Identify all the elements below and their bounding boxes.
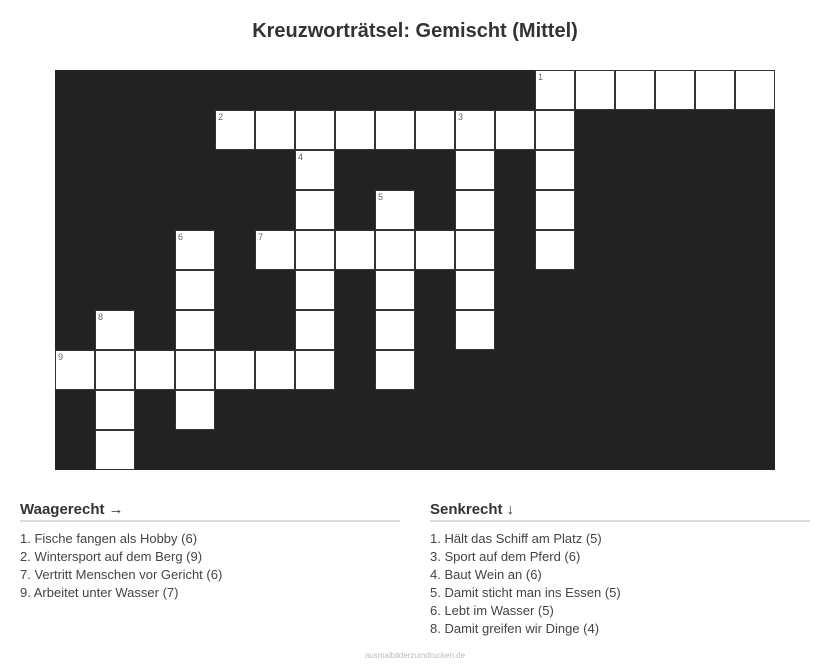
cell-number: 5 [378, 192, 384, 202]
cell-number: 4 [298, 152, 304, 162]
grid-cell[interactable] [535, 110, 575, 150]
across-clue-list [20, 530, 400, 602]
grid-cell[interactable] [535, 230, 575, 270]
clue-item: 6. Lebt im Wasser (5) [430, 603, 554, 618]
cell-number: 7 [258, 232, 264, 242]
grid-cell[interactable] [415, 230, 455, 270]
grid-cell[interactable] [215, 350, 255, 390]
clue-item: 7. Vertritt Menschen vor Gericht (6) [20, 567, 223, 582]
grid-cell[interactable] [255, 110, 295, 150]
down-heading [430, 500, 810, 522]
clue-item: 2. Wintersport auf dem Berg (9) [20, 549, 203, 564]
grid-cell[interactable] [175, 230, 215, 270]
grid-cell[interactable] [655, 70, 695, 110]
grid-cell[interactable] [175, 310, 215, 350]
grid-cell[interactable] [95, 430, 135, 470]
puzzle-title: Kreuzworträtsel: Gemischt (Mittel) [252, 20, 578, 42]
grid-cell[interactable] [295, 110, 335, 150]
grid-cell[interactable] [295, 230, 335, 270]
grid-cell[interactable] [615, 70, 655, 110]
cell-number: 2 [218, 112, 224, 122]
grid-cell[interactable] [135, 350, 175, 390]
clue-item: 5. Damit sticht man ins Essen (5) [430, 585, 621, 600]
grid-cell[interactable] [375, 110, 415, 150]
grid-cell[interactable] [695, 70, 735, 110]
grid-cell[interactable] [215, 110, 255, 150]
grid-cell[interactable] [175, 350, 215, 390]
grid-cell[interactable] [455, 230, 495, 270]
cell-number: 1 [538, 72, 544, 82]
grid-cell[interactable] [455, 190, 495, 230]
clue-item: 8. Damit greifen wir Dinge (4) [430, 621, 600, 636]
grid-cell[interactable] [535, 150, 575, 190]
across-clues-section [20, 500, 400, 602]
grid-cell[interactable] [535, 190, 575, 230]
grid-cell[interactable] [575, 70, 615, 110]
crossword-grid [55, 70, 775, 470]
cell-number: 8 [98, 312, 104, 322]
grid-cell[interactable] [495, 110, 535, 150]
clue-item: 3. Sport auf dem Pferd (6) [430, 549, 581, 564]
down-clue-list [430, 530, 810, 638]
arrow-right-icon: → [108, 501, 124, 518]
cell-number: 3 [458, 112, 464, 122]
grid-cell[interactable] [95, 310, 135, 350]
grid-cell[interactable] [295, 270, 335, 310]
grid-cell[interactable] [255, 350, 295, 390]
grid-cell[interactable] [375, 270, 415, 310]
grid-cell[interactable] [415, 110, 455, 150]
grid-cell[interactable] [175, 390, 215, 430]
clue-item: 4. Baut Wein an (6) [430, 567, 542, 582]
grid-cell[interactable] [375, 230, 415, 270]
grid-cell[interactable] [255, 230, 295, 270]
grid-cell[interactable] [455, 270, 495, 310]
grid-cell[interactable] [295, 350, 335, 390]
clue-item: 1. Hält das Schiff am Platz (5) [430, 531, 602, 546]
grid-cell[interactable] [95, 390, 135, 430]
grid-cell[interactable] [535, 70, 575, 110]
cell-number: 6 [178, 232, 184, 242]
down-heading-label: Senkrecht [430, 501, 503, 518]
grid-cell[interactable] [375, 310, 415, 350]
grid-cell[interactable] [375, 350, 415, 390]
clue-item: 9. Arbeitet unter Wasser (7) [20, 585, 179, 600]
grid-cell[interactable] [375, 190, 415, 230]
grid-cell[interactable] [175, 270, 215, 310]
grid-cell[interactable] [735, 70, 775, 110]
grid-cell[interactable] [455, 310, 495, 350]
grid-cell[interactable] [455, 110, 495, 150]
grid-cell[interactable] [295, 150, 335, 190]
cell-number: 9 [58, 352, 64, 362]
footer-watermark: ausmalbilderzumdrucken.de [364, 651, 466, 660]
grid-cell[interactable] [335, 110, 375, 150]
grid-cell[interactable] [55, 350, 95, 390]
across-heading [20, 500, 400, 522]
down-clues-section [430, 500, 810, 638]
grid-cell[interactable] [335, 230, 375, 270]
arrow-down-icon: ↓ [506, 501, 515, 518]
grid-cell[interactable] [455, 150, 495, 190]
grid-cell[interactable] [295, 190, 335, 230]
grid-cell[interactable] [295, 310, 335, 350]
across-heading-label: Waagerecht [20, 501, 105, 518]
grid-cell[interactable] [95, 350, 135, 390]
clue-item: 1. Fische fangen als Hobby (6) [20, 531, 198, 546]
